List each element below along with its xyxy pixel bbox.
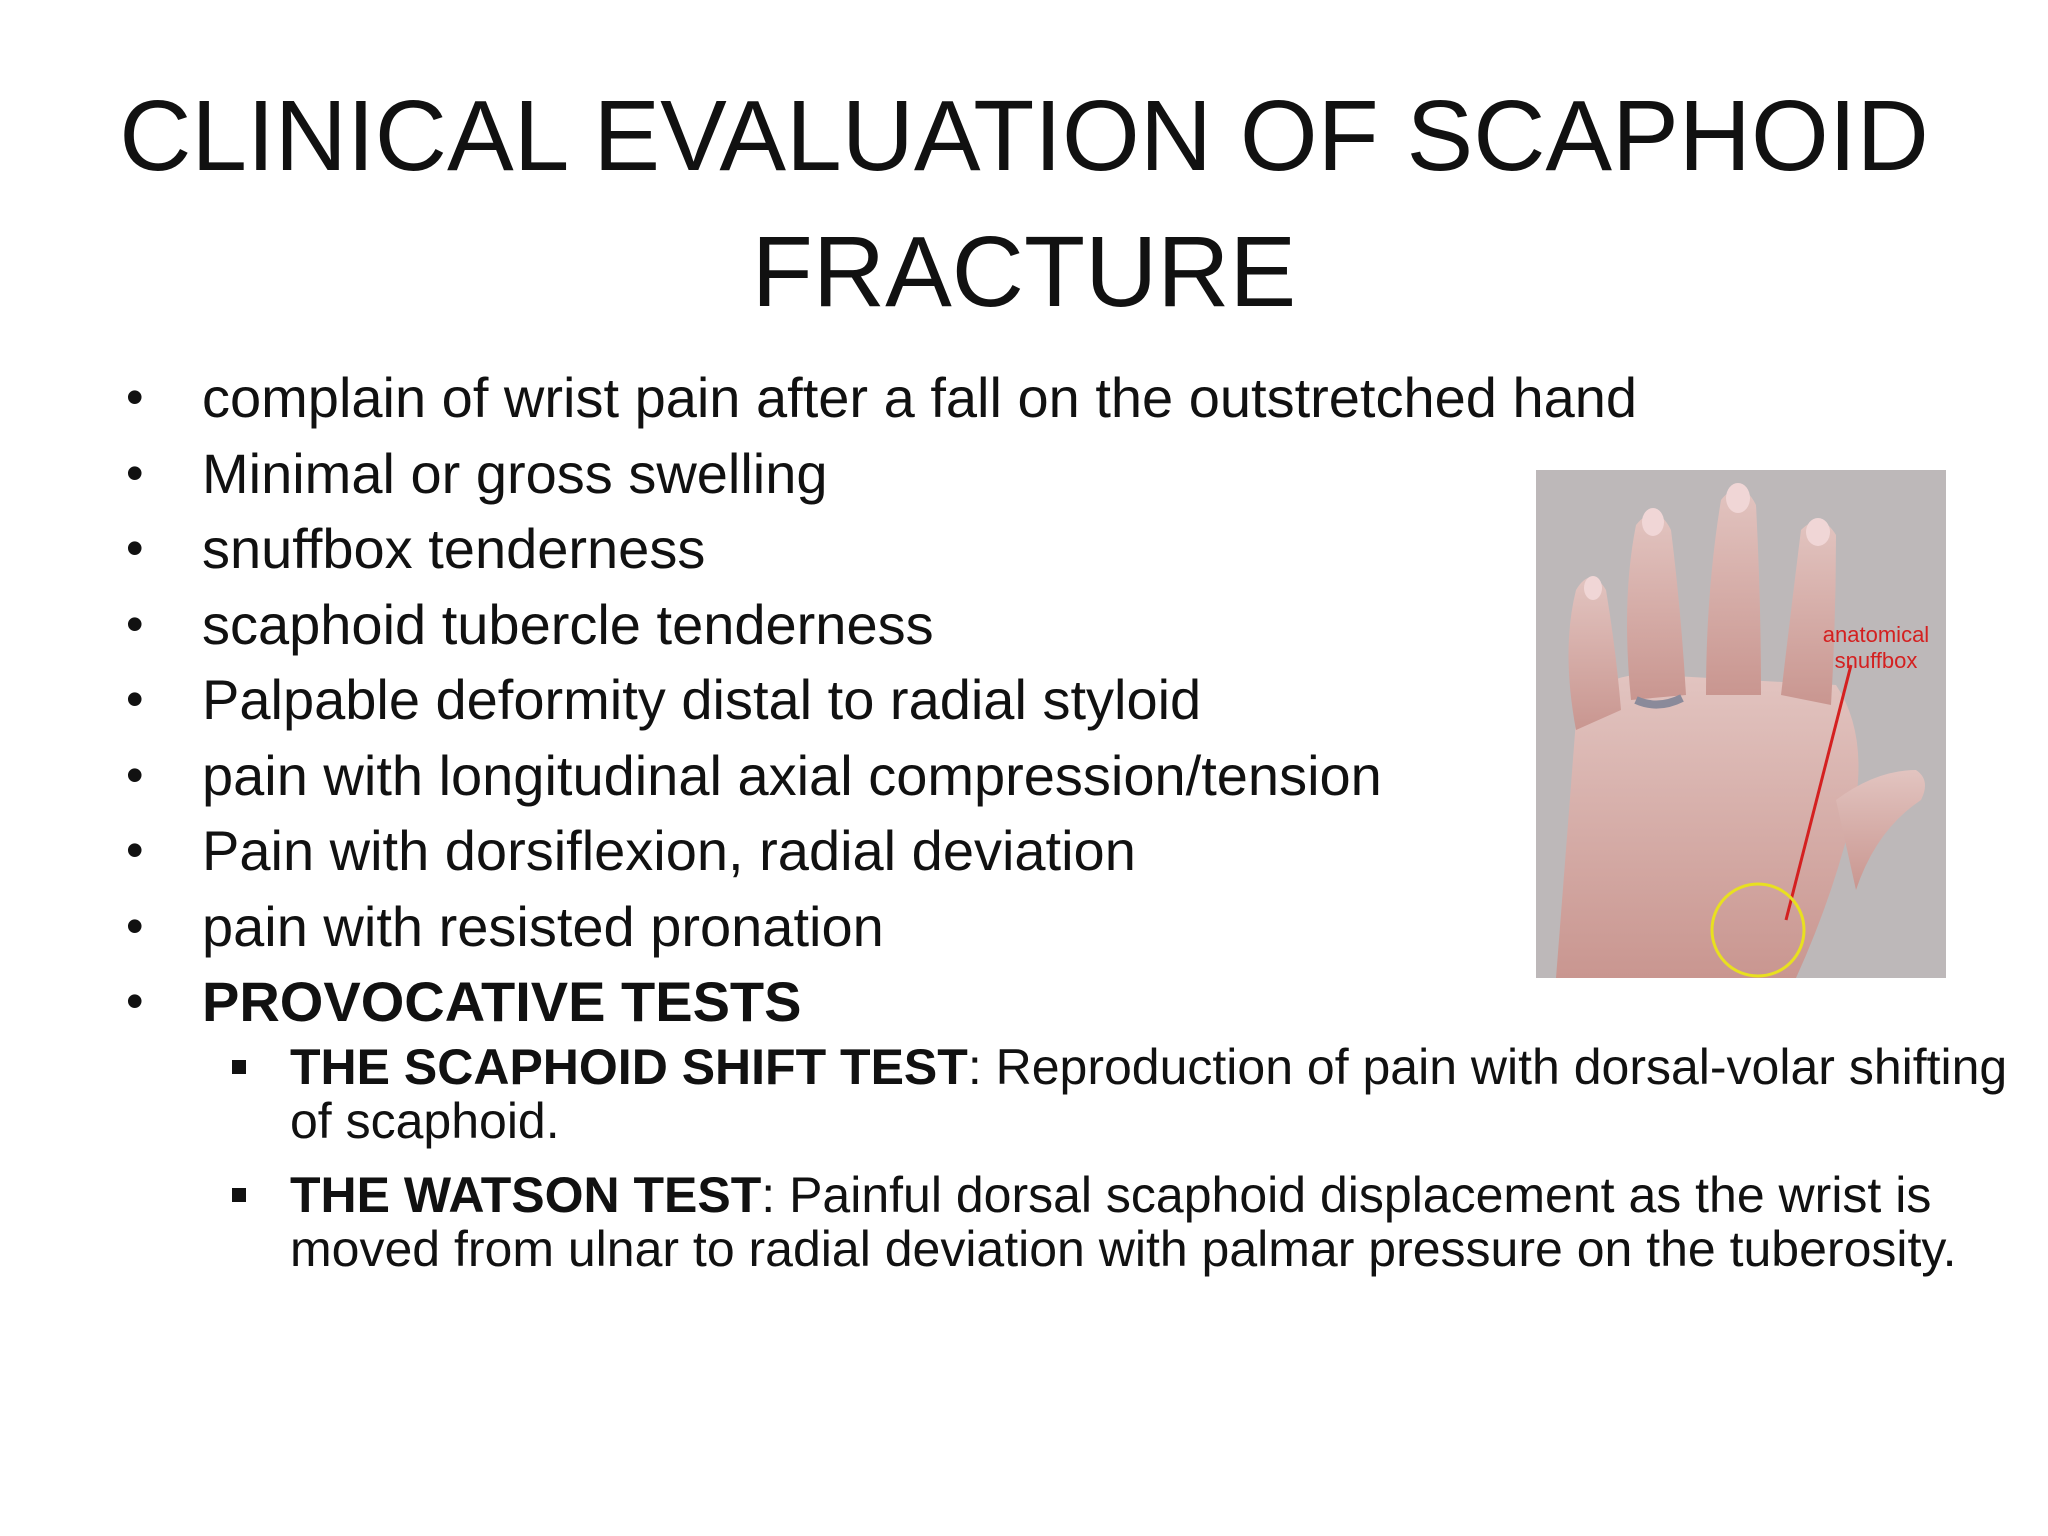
bullet-dot-icon: • [126, 671, 144, 727]
bullet-dot-icon: • [126, 369, 144, 425]
test-name: THE SCAPHOID SHIFT TEST [290, 1039, 968, 1095]
bullet-item: • Palpable deformity distal to radial styloid [120, 662, 1520, 738]
bullet-dot-icon: • [126, 444, 144, 501]
test-description: : Painful dorsal scaphoid displacement as the wrist is moved from ulnar to radial deviation with palmar pressure on the tuberosity. [290, 1167, 1957, 1277]
hand-anatomical-snuffbox-photo [1536, 470, 1946, 978]
bullet-dot-icon: • [126, 822, 144, 878]
test-name: THE WATSON TEST [290, 1167, 762, 1223]
bullet-item: • Pain with dorsiflexion, radial deviation [120, 813, 1520, 889]
square-bullet-icon [232, 1060, 246, 1074]
square-bullet-icon [232, 1188, 246, 1202]
bullet-item: • complain of wrist pain after a fall on the outstretched hand [120, 360, 1520, 436]
nail [1584, 576, 1602, 600]
sub-bullet-scaphoid-shift-test [228, 1040, 2018, 1148]
bullet-item: • pain with resisted pronation [120, 889, 1520, 965]
bullet-item: • pain with longitudinal axial compression/tension [120, 738, 1520, 814]
bullet-dot-icon: • [126, 746, 144, 803]
bullet-dot-icon: • [126, 897, 144, 954]
bullet-item: • snuffbox tenderness [120, 511, 1520, 587]
nail [1806, 518, 1830, 546]
bullet-item: • Minimal or gross swelling [120, 436, 1520, 512]
nail [1726, 483, 1750, 513]
bullet-dot-icon: • [126, 520, 144, 576]
sub-bullet-watson-test [228, 1168, 2018, 1276]
snuffbox-label: snuffbox [1834, 648, 1918, 673]
bullet-dot-icon: • [126, 595, 144, 652]
sub-bullet-list [228, 1040, 2018, 1296]
bullet-dot-icon: • [126, 973, 144, 1029]
nail [1642, 508, 1664, 536]
hand-illustration [1536, 470, 1946, 978]
anatomical-label: anatomical [1822, 622, 1930, 647]
test-description: : Reproduction of pain with dorsal-volar shifting of scaphoid. [290, 1039, 2008, 1149]
bullet-list [120, 360, 1638, 1040]
bullet-item: • scaphoid tubercle tenderness [120, 587, 1520, 663]
palm-shape [1556, 675, 1859, 978]
slide-title: CLINICAL EVALUATION OF SCAPHOID FRACTURE [119, 80, 1929, 328]
bullet-item-provocative-tests: • PROVOCATIVE TESTS [120, 964, 1520, 1040]
